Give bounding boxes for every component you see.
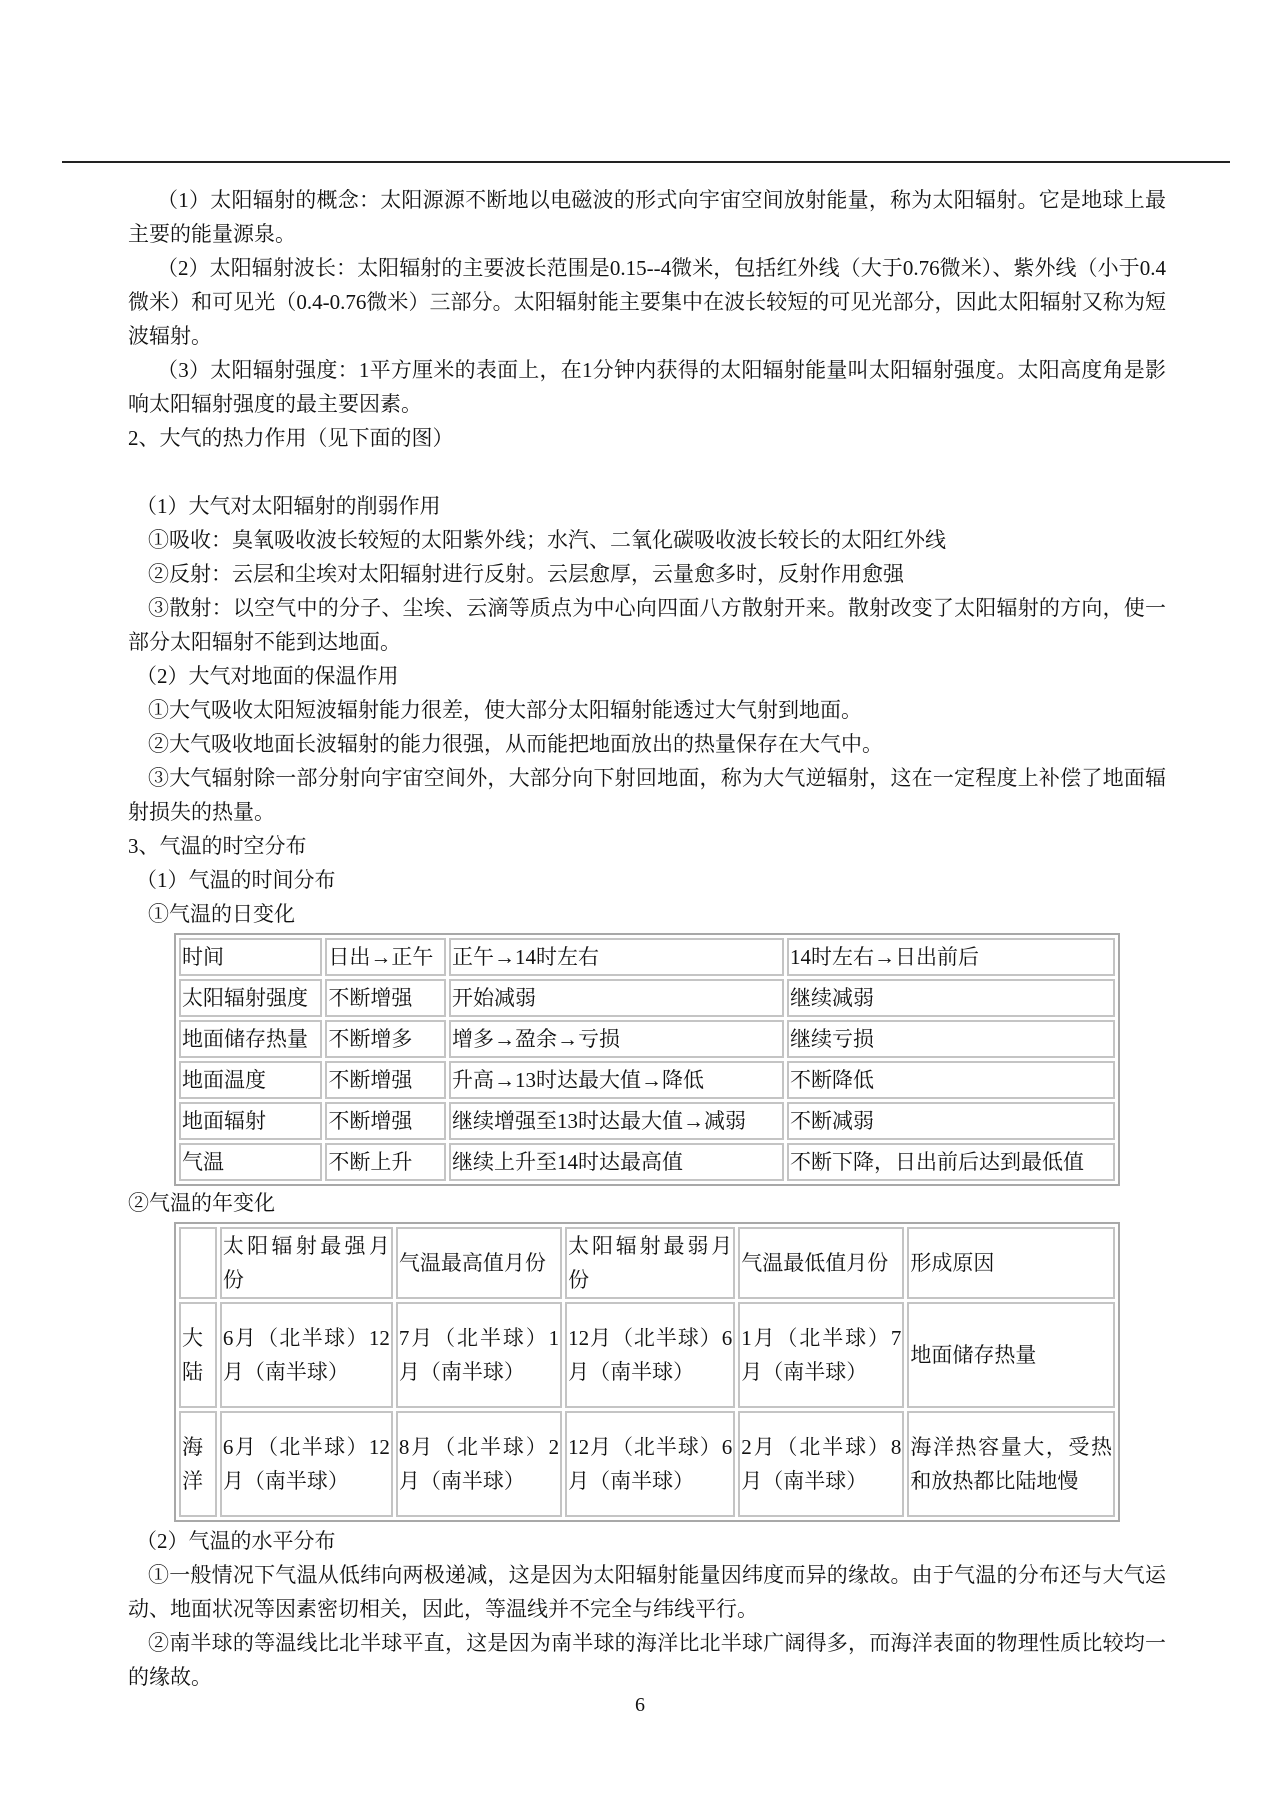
item-horizontal-1: ①一般情况下气温从低纬向两极递减，这是因为太阳辐射能量因纬度而异的缘故。由于气温的分布还与大气运动、地面状况等因素密切相关，因此，等温线并不完全与纬线平行。 [128,1563,1166,1621]
table-row [179,1302,1115,1408]
table-cell: 8月（北半球）2月（南半球） [396,1411,562,1517]
table-cell: 开始减弱 [449,979,784,1017]
table-cell: 不断减弱 [787,1102,1115,1140]
daily-variation-title: ①气温的日变化 [148,902,295,926]
table-cell: 12月（北半球）6月（南半球） [565,1302,735,1408]
table-cell: 地面辐射 [179,1102,322,1140]
table-cell: 不断增多 [325,1020,446,1058]
spacer [128,455,1166,489]
table-cell: 不断上升 [325,1143,446,1181]
table-cell: 日出→正午 [325,938,446,976]
table-cell: 海洋 [179,1411,217,1517]
table-cell: 不断增强 [325,979,446,1017]
table-cell: 大陆 [179,1302,217,1408]
header-rule [62,161,1230,163]
item-insulation-1: ①大气吸收太阳短波辐射能力很差，使大部分太阳辐射能透过大气射到地面。 [148,698,862,722]
section-heading-2: 2、大气的热力作用（见下面的图） [128,426,454,450]
paragraph-solar-radiation-wavelength: （2）太阳辐射波长：太阳辐射的主要波长范围是0.15--4微米，包括红外线（大于0.76微米）、紫外线（小于0.4微米）和可见光（0.4-0.76微米）三部分。太阳辐射能主要集中在波长较短的可见光部分，因此太阳辐射又称为短波辐射。 [128,256,1166,348]
table-cell: 2月（北半球）8月（南半球） [738,1411,904,1517]
item-reflection: ②反射：云层和尘埃对太阳辐射进行反射。云层愈厚，云量愈多时，反射作用愈强 [148,562,904,586]
table-cell: 继续增强至13时达最大值→减弱 [449,1102,784,1140]
table-cell: 太阳辐射最强月份 [220,1227,393,1299]
table-cell: 不断增强 [325,1061,446,1099]
table-cell: 增多→盈余→亏损 [449,1020,784,1058]
table-row [179,938,1115,976]
item-scattering: ③散射：以空气中的分子、尘埃、云滴等质点为中心向四面八方散射开来。散射改变了太阳辐射的方向，使一部分太阳辐射不能到达地面。 [128,596,1166,654]
table-cell: 太阳辐射强度 [179,979,322,1017]
table-cell: 气温 [179,1143,322,1181]
table-cell: 正午→14时左右 [449,938,784,976]
table-cell: 地面温度 [179,1061,322,1099]
paragraph-solar-radiation-intensity: （3）太阳辐射强度：1平方厘米的表面上，在1分钟内获得的太阳辐射能量叫太阳辐射强度。太阳高度角是影响太阳辐射强度的最主要因素。 [128,358,1166,416]
subheading-weakening: （1）大气对太阳辐射的削弱作用 [136,494,441,518]
item-horizontal-2: ②南半球的等温线比北半球平直，这是因为南半球的海洋比北半球广阔得多，而海洋表面的物理性质比较均一的缘故。 [128,1631,1166,1689]
annual-variation-title: ②气温的年变化 [128,1191,275,1215]
table-cell: 地面储存热量 [179,1020,322,1058]
table-cell: 不断增强 [325,1102,446,1140]
table-row [179,1143,1115,1181]
table-row [179,1227,1115,1299]
table-cell: 继续亏损 [787,1020,1115,1058]
table-cell: 海洋热容量大，受热和放热都比陆地慢 [907,1411,1115,1517]
page-number: 6 [635,1694,645,1716]
daily-variation-table [174,933,1120,1186]
table-cell: 太阳辐射最弱月份 [565,1227,735,1299]
subheading-insulation: （2）大气对地面的保温作用 [136,664,399,688]
table-row [179,1061,1115,1099]
item-insulation-3: ③大气辐射除一部分射向宇宙空间外，大部分向下射回地面，称为大气逆辐射，这在一定程度上补偿了地面辐射损失的热量。 [128,766,1166,824]
table-cell: 继续上升至14时达最高值 [449,1143,784,1181]
subheading-horizontal-distribution: （2）气温的水平分布 [136,1529,336,1553]
table-row [179,1020,1115,1058]
item-absorption: ①吸收：臭氧吸收波长较短的太阳紫外线；水汽、二氧化碳吸收波长较长的太阳红外线 [148,528,946,552]
table-cell: 7月（北半球）1月（南半球） [396,1302,562,1408]
table-row [179,979,1115,1017]
paragraph-solar-radiation-concept: （1）太阳辐射的概念：太阳源源不断地以电磁波的形式向宇宙空间放射能量，称为太阳辐射。它是地球上最主要的能量源泉。 [128,188,1166,246]
section-heading-3: 3、气温的时空分布 [128,834,307,858]
table-row [179,1411,1115,1517]
subheading-time-distribution: （1）气温的时间分布 [136,868,336,892]
table-cell: 升高→13时达最大值→降低 [449,1061,784,1099]
item-insulation-2: ②大气吸收地面长波辐射的能力很强，从而能把地面放出的热量保存在大气中。 [148,732,883,756]
table-cell: 气温最高值月份 [396,1227,562,1299]
table-row [179,1102,1115,1140]
table-cell: 气温最低值月份 [738,1227,904,1299]
table-cell: 1月（北半球）7月（南半球） [738,1302,904,1408]
table-cell: 形成原因 [907,1227,1115,1299]
table-cell: 继续减弱 [787,979,1115,1017]
table-cell: 14时左右→日出前后 [787,938,1115,976]
table-cell: 不断下降，日出前后达到最低值 [787,1143,1115,1181]
table-cell: 不断降低 [787,1061,1115,1099]
table-cell: 6月（北半球）12月（南半球） [220,1302,393,1408]
table-cell: 12月（北半球）6月（南半球） [565,1411,735,1517]
table-cell: 地面储存热量 [907,1302,1115,1408]
annual-variation-table [174,1222,1120,1522]
table-cell [179,1227,217,1299]
table-cell: 时间 [179,938,322,976]
document-body [128,183,1166,1694]
table-cell: 6月（北半球）12月（南半球） [220,1411,393,1517]
